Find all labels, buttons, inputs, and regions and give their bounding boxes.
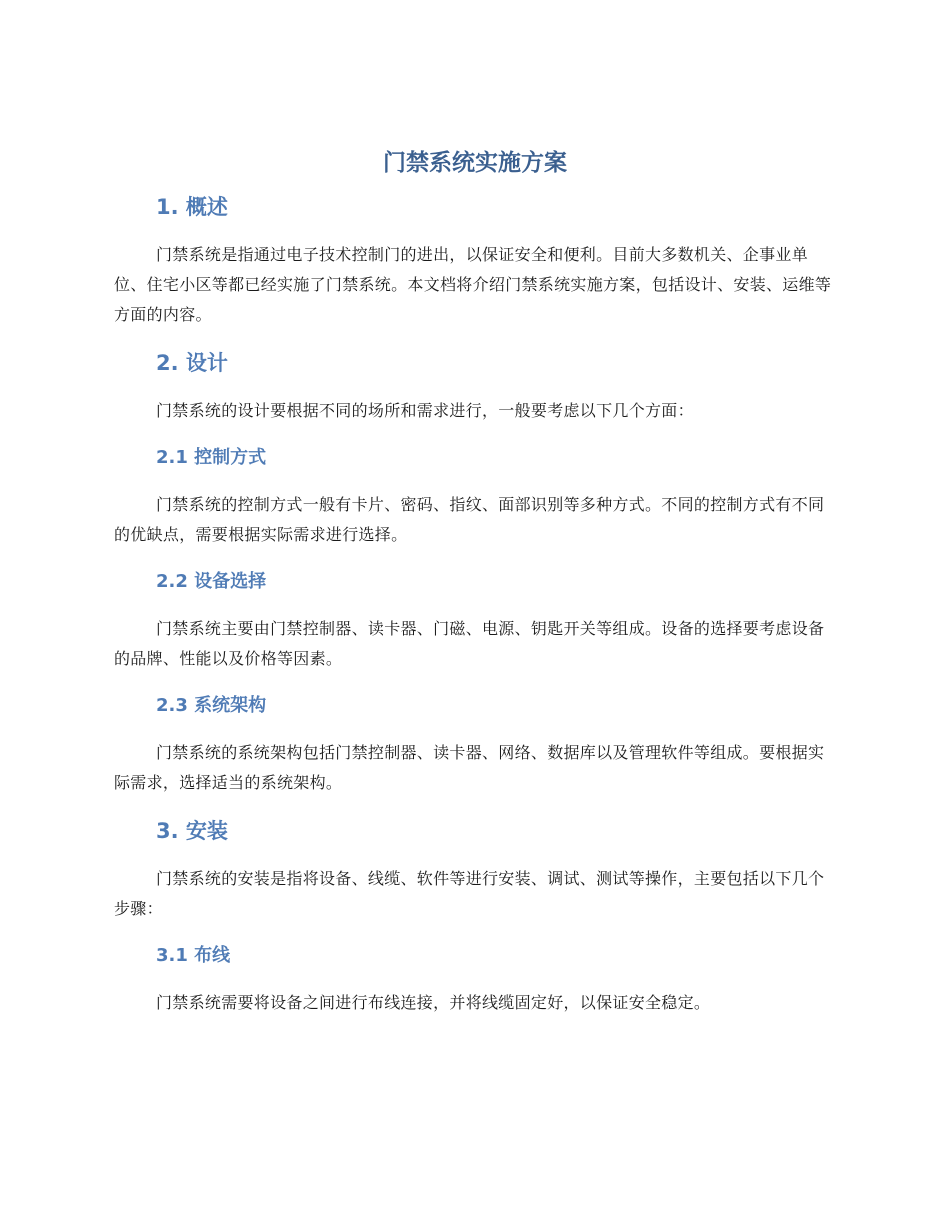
subsection-heading-wiring: 3.1 布线	[156, 945, 231, 966]
system-architecture-paragraph: 门禁系统的系统架构包括门禁控制器、读卡器、网络、数据库以及管理软件等组成。要根据实际需求，选择适当的系统架构。	[114, 743, 825, 792]
control-method-paragraph: 门禁系统的控制方式一般有卡片、密码、指纹、面部识别等多种方式。不同的控制方式有不同的优缺点，需要根据实际需求进行选择。	[114, 495, 825, 544]
document-content	[114, 146, 836, 1036]
device-selection-paragraph: 门禁系统主要由门禁控制器、读卡器、门磁、电源、钥匙开关等组成。设备的选择要考虑设备的品牌、性能以及价格等因素。	[114, 619, 825, 668]
design-intro-paragraph: 门禁系统的设计要根据不同的场所和需求进行，一般要考虑以下几个方面：	[156, 401, 694, 420]
section-heading-design: 2. 设计	[156, 351, 228, 375]
wiring-paragraph: 门禁系统需要将设备之间进行布线连接，并将线缆固定好，以保证安全稳定。	[156, 993, 711, 1012]
installation-intro-paragraph: 门禁系统的安装是指将设备、线缆、软件等进行安装、调试、测试等操作，主要包括以下几个步骤：	[114, 869, 825, 918]
section-heading-overview: 1. 概述	[156, 195, 228, 219]
subsection-heading-device-selection: 2.2 设备选择	[156, 571, 267, 592]
subsection-heading-control-method: 2.1 控制方式	[156, 447, 267, 468]
subsection-heading-system-architecture: 2.3 系统架构	[156, 695, 267, 716]
section-heading-installation: 3. 安装	[156, 819, 228, 843]
overview-paragraph: 门禁系统是指通过电子技术控制门的进出，以保证安全和便利。目前大多数机关、企事业单位、住宅小区等都已经实施了门禁系统。本文档将介绍门禁系统实施方案，包括设计、安装、运维等方面的内容。	[114, 245, 832, 324]
document-title: 门禁系统实施方案	[383, 150, 567, 176]
